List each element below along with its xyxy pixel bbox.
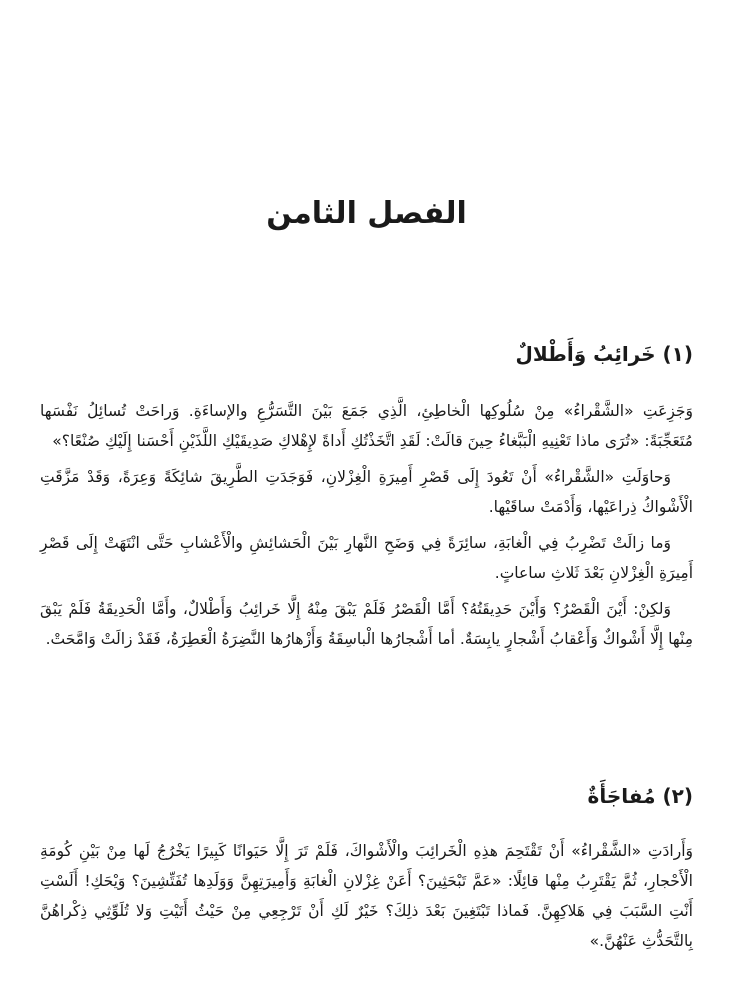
document-page <box>40 0 693 1000</box>
section-heading-surprise: (٢) مُفاجَأَةٌ <box>587 784 693 808</box>
section-body-surprise <box>40 836 693 962</box>
paragraph: وَما زالَتْ تَضْرِبُ فِي الْغابَةِ، سائِرَةً فِي وَضَحِ النَّهارِ بَيْنَ الْحَشائِشِ والْأَعْشابِ حَتَّى انْتَهَتْ إِلَى قَصْرِ أَمِيرَةِ الْغِزْلانِ بَعْدَ ثَلاثِ ساعاتٍ. <box>40 534 693 582</box>
paragraph: وَلكِنْ: أَيْنَ الْقَصْرُ؟ وَأَيْنَ حَدِيقَتُهُ؟ أَمَّا الْقَصْرُ فَلَمْ يَبْقَ مِنْهُ إِلَّا خَرائِبُ وَأَطْلالٌ، وأَمَّا الْحَدِيقَةُ فَلَمْ يَبْقَ مِنْها إِلَّا أَشْواكٌ وَأَعْقابُ أَشْجارٍ يابِسَةٌ. أما أَشْجارُها الْباسِقَةُ وَأَزْهارُها النَّضِرَةُ الْعَطِرَةُ، فَقَدْ زالَتْ وَامَّحَتْ. <box>40 600 693 648</box>
paragraph: وَأَرادَتِ «الشَّقْراءُ» أَنْ تَقْتَحِمَ هذِهِ الْخَرائِبَ والْأَشْواكَ، فَلَمْ تَرَ إِلَّا حَيَوانًا كَبِيرًا يَخْرُجُ لَها مِنْ بَيْنِ كُومَةِ الْأَحْجارِ، ثُمَّ يَقْتَرِبُ مِنْها قائِلًا: «عَمَّ تَبْحَثِينَ؟ أَعَنْ غِزْلانِ الْغابَةِ وَأَمِيرَتِهِنَّ وَوَلَدِها تُفَتِّشِينَ؟ وَيْحَكِ! أَلَسْتِ أَنْتِ السَّبَبَ فِي هَلاكِهِنَّ. فَماذا تَبْتَغِينَ بَعْدَ ذلِكَ؟ خَيْرٌ لَكِ أَنْ تَرْجِعِي مِنْ حَيْثُ أَتَيْتِ وَلا تُلَوِّثِي ذِكْراهُنَّ بِالتَّحَدُّثِ عَنْهُنَّ.» <box>40 842 693 950</box>
section-body-ruins <box>40 396 693 660</box>
section-heading-ruins: (١) خَرائِبُ وَأَطْلالٌ <box>515 342 693 366</box>
paragraph: وَحاوَلَتِ «الشَّقْراءُ» أَنْ تَعُودَ إِلَى قَصْرِ أَمِيرَةِ الْغِزْلانِ، فَوَجَدَتِ الطَّرِيقَ شائِكَةً وَعِرَةً، وَقَدْ مَزَّقَتِ الْأَشْواكُ ذِراعَيْها، وَأَدْمَتْ ساقَيْها. <box>40 468 693 516</box>
chapter-title: الفصل الثامن <box>266 196 467 231</box>
paragraph: وَجَزِعَتِ «الشَّقْراءُ» مِنْ سُلُوكِها الْخاطِئِ، الَّذِي جَمَعَ بَيْنَ التَّسَرُّعِ والإساءَةِ. وَراحَتْ تُسائِلُ نَفْسَها مُتَعَجِّبَةً: «تُرَى ماذا تَعْنِيهِ الْبَبَّغاءُ حِينَ قالَتْ: لَقَدِ اتَّخَذْتُكِ أَداةً لإِهْلاكِ صَدِيقَيْكِ اللَّذَيْنِ أَحْسَنا إِلَيْكِ صُنْعًا؟» <box>40 402 693 450</box>
